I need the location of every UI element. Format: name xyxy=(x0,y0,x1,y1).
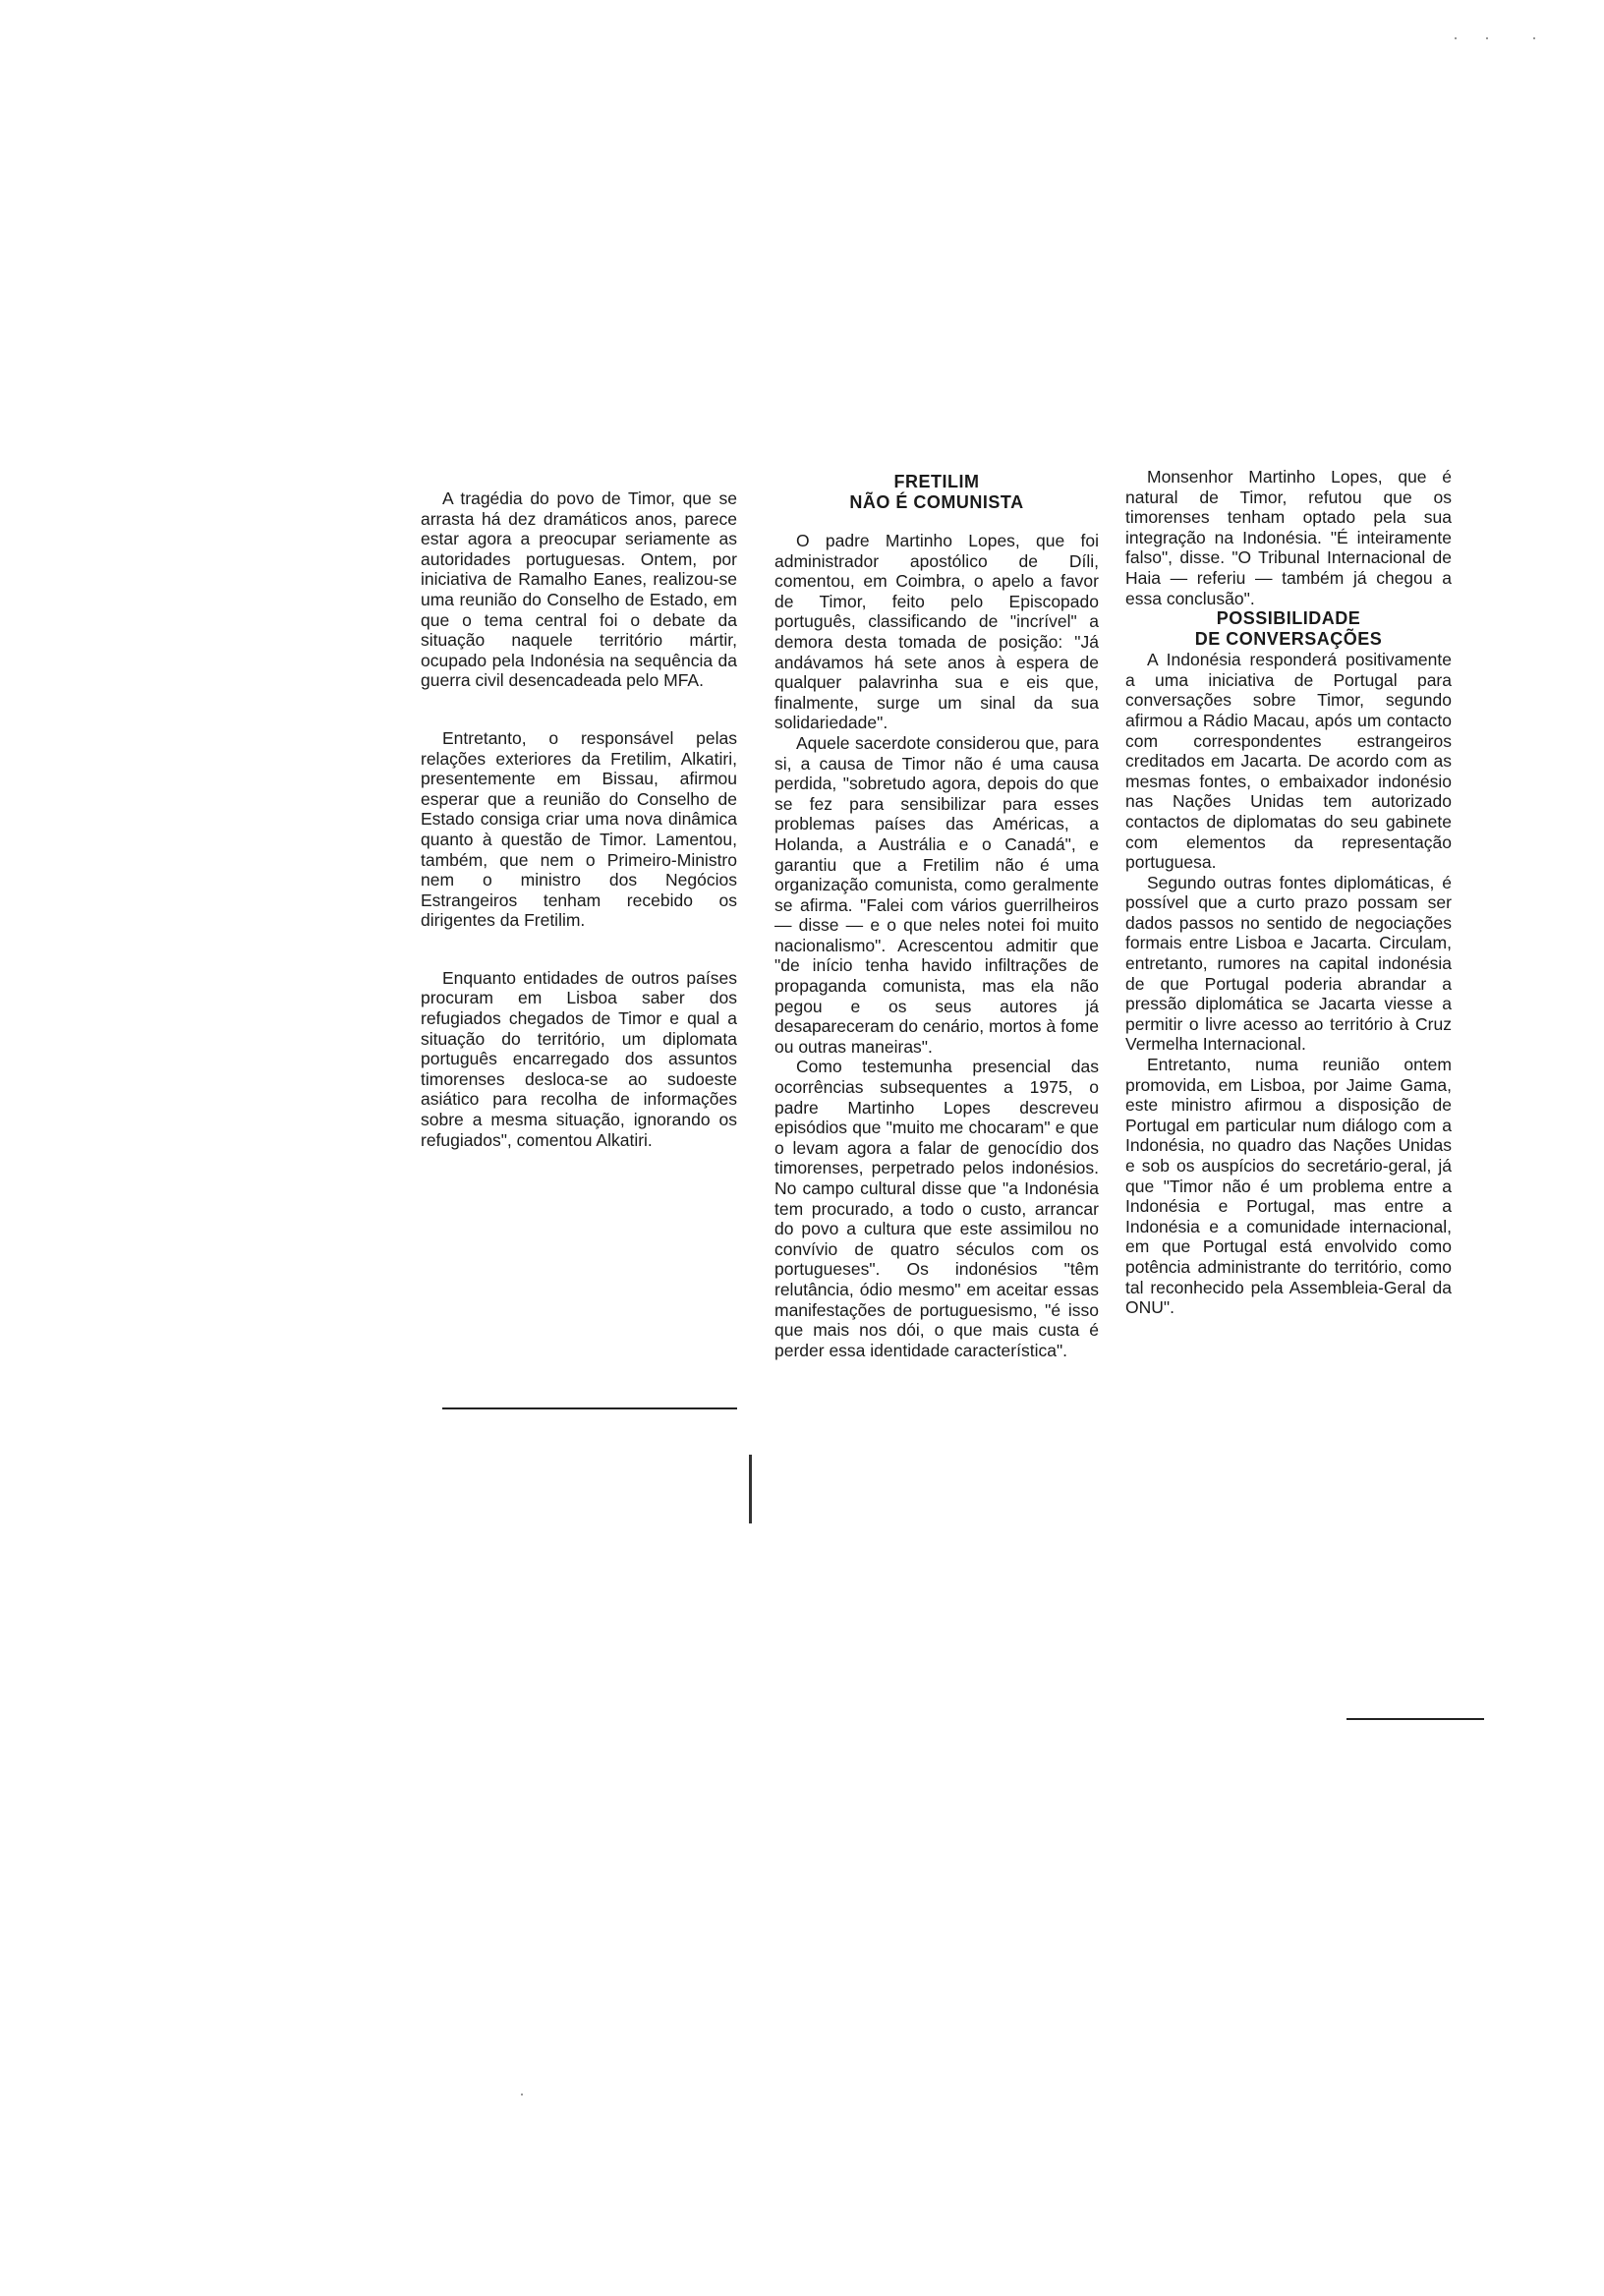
column-1-paragraph-2: Entretanto, o responsável pelas relações exteriores da Fretilim, Alkatiri, presentemente em Bissau, afirmou esperar que a reunião do Conselho de Estado consiga criar uma nova dinâmica quanto à questão de Timor. Lamentou, também, que nem o Primeiro-Ministro nem o ministro dos Negócios Estrangeiros tenham recebido os dirigentes da Fretilim. xyxy=(421,727,737,931)
column-3-paragraph-2: A Indonésia responderá positivamente a uma iniciativa de Portugal para conversações sobre Timor, segundo afirmou a Rádio Macau, após um contacto com correspondentes estrangeiros creditados em Jacarta. De acordo com as mesmas fontes, o embaixador indonésio nas Nações Unidas tem autorizado contactos de diplomatas do seu gabinete com elementos da representação portuguesa. xyxy=(1125,650,1452,873)
column-3-paragraph-3: Segundo outras fontes diplomáticas, é possível que a curto prazo possam ser dados passos no sentido de negociações formais entre Lisboa e Jacarta. Circulam, entretanto, rumores na capital indonésia de que Portugal poderia abrandar a pressão diplomática se Jacarta viesse a permitir o livre acesso ao território à Cruz Vermelha Internacional. xyxy=(1125,872,1452,1055)
scan-speck xyxy=(521,2094,523,2095)
column-2-paragraph-3: Como testemunha presencial das ocorrências subsequentes a 1975, o padre Martinho Lopes descreveu episódios que "muito me chocaram" e que o levam agora a falar de genocídio dos timorenses, perpetrado pelos indonésios. No campo cultural disse que "a Indonésia tem procurado, a todo o custo, arrancar do povo a cultura que este assimilou no convívio de quatro séculos com os portugueses". Os indonésios "têm relutância, ódio mesmo" em aceitar essas manifestações de portuguesismo, "é isso que mais nos dói, o que mais custa é perder essa identidade característica". xyxy=(774,1057,1099,1360)
column-2-paragraph-2: Aquele sacerdote considerou que, para si, a causa de Timor não é uma causa perdida, "sobretudo agora, depois do que se fez para sensibilizar para esses problemas países das Américas, a Holanda, a Austrália e o Canadá", e garantiu que a Fretilim não é uma organização comunista, como geralmente se afirma. "Falei com vários guerrilheiros — disse — e o que neles notei foi muito nacionalismo". Acrescentou admitir que "de início tenha havido infiltrações de propaganda comunista, mas ela não pegou e os seus autores já desapareceram do cenário, mortos à fome ou outras maneiras". xyxy=(774,732,1099,1057)
column-2-paragraph-1: O padre Martinho Lopes, que foi administrador apostólico de Díli, comentou, em Coimbra, o apelo a favor de Timor, feito pelo Episcopado português, classificando de "incrível" a demora desta tomada de posição: "Já andávamos há sete anos à espera de qualquer palavrinha sua e eis que, finalmente, surge um sinal da sua solidariedade". xyxy=(774,531,1099,733)
column-1-paragraph-3: Enquanto entidades de outros países procuram em Lisboa saber dos refugiados chegados de Timor e qual a situação do território, um diplomata português encarregado dos assuntos timorenses desloca-se ao sudoeste asiático para recolha de informações sobre a mesma situação, ignorando os refugiados", comentou Alkatiri. xyxy=(421,967,737,1150)
article-column-3 xyxy=(1125,467,1452,1318)
scan-speck xyxy=(1486,37,1488,39)
heading-de-conversacoes: DE CONVERSAÇÕES xyxy=(1194,629,1383,650)
heading-possibilidade: POSSIBILIDADE xyxy=(1216,608,1361,629)
heading-nao-e-comunista: NÃO É COMUNISTA xyxy=(849,492,1024,512)
column-3-paragraph-1: Monsenhor Martinho Lopes, que é natural de Timor, refutou que os timorenses tenham optado pela sua integração na Indonésia. "É inteiramente falso", disse. "O Tribunal Internacional de Haia — referiu — também já chegou a essa conclusão". xyxy=(1125,467,1452,608)
column-3-end-rule xyxy=(1346,1718,1484,1720)
column-3-paragraph-4: Entretanto, numa reunião ontem promovida, em Lisboa, por Jaime Gama, este ministro afirmou a disposição de Portugal em particular num diálogo com a Indonésia, no quadro das Nações Unidas e sob os auspícios do secretário-geral, já que "Timor não é um problema entre a Indonésia e Portugal, mas entre a Indonésia e a comunidade internacional, em que Portugal está envolvido como potência administrante do território, como tal reconhecido pela Assembleia-Geral da ONU". xyxy=(1125,1055,1452,1318)
column-1-end-rule xyxy=(442,1407,737,1409)
margin-mark xyxy=(749,1455,752,1523)
scan-speck xyxy=(1533,37,1535,39)
scan-speck xyxy=(1455,37,1457,39)
article-column-2 xyxy=(774,472,1099,1360)
heading-fretilim: FRETILIM xyxy=(893,472,980,491)
column-1-paragraph-1: A tragédia do povo de Timor, que se arrasta há dez dramáticos anos, parece estar agora a preocupar seriamente as autoridades portuguesas. Ontem, por iniciativa de Ramalho Eanes, realizou-se uma reunião do Conselho de Estado, em que o tema central foi o debate da situação naquele território mártir, ocupado pela Indonésia na sequência da guerra civil desencadeada pelo MFA. xyxy=(421,488,737,691)
article-column-1 xyxy=(421,488,737,1150)
